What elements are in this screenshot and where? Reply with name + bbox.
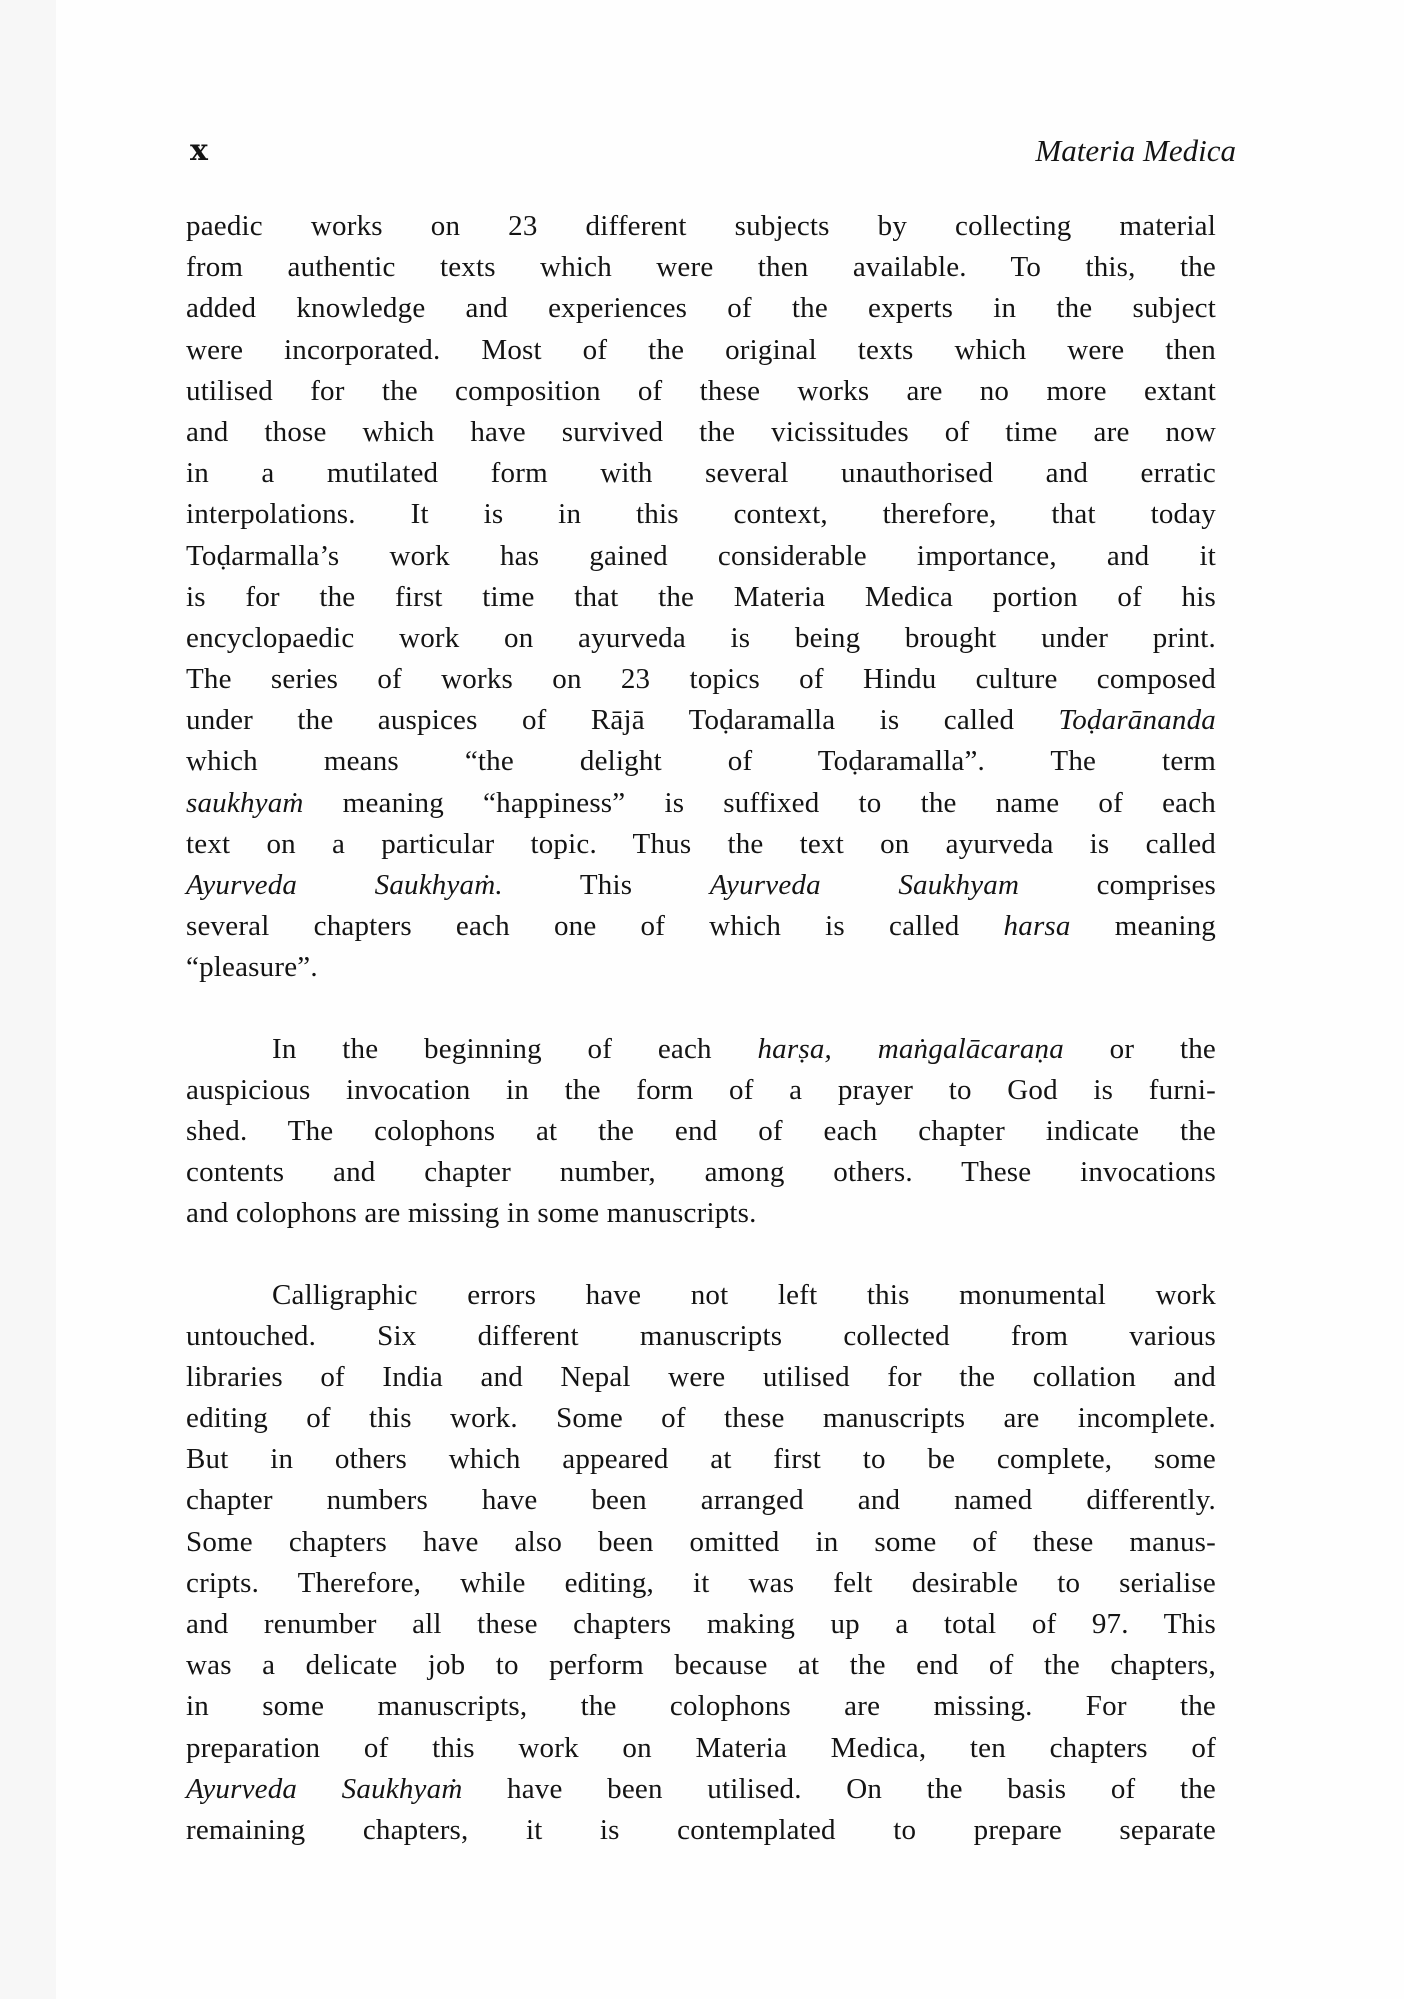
italic-term: harsa (1003, 910, 1071, 943)
text-run: utilised for the composition of these works are no more extant (186, 374, 1216, 407)
italic-term: Toḍarānanda (1058, 704, 1216, 737)
text-run: was a delicate job to perform because at the end of the chapters, (186, 1649, 1216, 1682)
text-run: Some chapters have also been omitted in some of these manus- (186, 1525, 1216, 1558)
text-line (186, 1563, 1216, 1604)
text-run: several chapters each one of which is called (186, 910, 1004, 943)
text-line (186, 1193, 1216, 1234)
text-line (186, 412, 1216, 453)
running-header (190, 133, 1236, 173)
text-line (186, 1522, 1216, 1563)
text-run: under the auspices of Rājā Toḍaramalla is called (186, 704, 1059, 737)
text-run: or the (1063, 1032, 1216, 1065)
text-run: from authentic texts which were then available. To this, the (186, 251, 1216, 284)
text-run: encyclopaedic work on ayurveda is being brought under print. (186, 621, 1216, 654)
text-line (186, 1728, 1216, 1769)
text-run: cripts. Therefore, while editing, it was felt desirable to serialise (186, 1566, 1216, 1599)
text-line (186, 453, 1216, 494)
text-line (186, 1398, 1216, 1439)
text-run: paedic works on 23 different subjects by collecting material (186, 210, 1216, 242)
text-line (186, 1769, 1216, 1810)
paragraph (186, 1275, 1216, 1852)
text-line (186, 824, 1216, 865)
text-line (186, 1439, 1216, 1480)
text-run: in some manuscripts, the colophons are missing. For the (186, 1690, 1216, 1723)
text-line (186, 1275, 1216, 1316)
text-run: text on a particular topic. Thus the text on ayurveda is called (186, 827, 1216, 860)
text-line (186, 1645, 1216, 1686)
text-run: “pleasure”. (186, 951, 318, 984)
text-line (186, 1480, 1216, 1521)
text-line (186, 1357, 1216, 1398)
text-run: contents and chapter number, among others. These invocations (186, 1156, 1216, 1189)
italic-term: Ayurveda Saukhyaṁ. (186, 869, 503, 901)
text-line (186, 206, 1216, 247)
text-line (186, 1316, 1216, 1357)
text-run: comprises (1019, 869, 1216, 901)
text-line (186, 1111, 1216, 1152)
text-run: Calligraphic errors have not left this monumental work (272, 1278, 1216, 1311)
text-line (186, 1686, 1216, 1727)
text-run: and colophons are missing in some manuscripts. (186, 1197, 757, 1230)
text-line (186, 247, 1216, 288)
scan-margin (0, 0, 56, 1999)
text-line (186, 330, 1216, 371)
text-run: which means “the delight of Toḍaramalla”. The term (186, 745, 1216, 778)
text-run: But in others which appeared at first to be complete, some (186, 1443, 1216, 1476)
text-line (186, 577, 1216, 618)
text-run: and those which have survived the vicissitudes of time are now (186, 415, 1216, 448)
text-run: in a mutilated form with several unauthorised and erratic (186, 457, 1216, 490)
text-run: untouched. Six different manuscripts collected from various (186, 1319, 1216, 1352)
text-run: interpolations. It is in this context, therefore, that today (186, 498, 1216, 531)
text-run: remaining chapters, it is contemplated to prepare separate (186, 1813, 1216, 1846)
body-text (186, 206, 1216, 1851)
italic-term: Ayurveda Saukhyaṁ (186, 1772, 463, 1805)
text-line (186, 288, 1216, 329)
paragraph-spacing (186, 989, 1216, 1029)
text-run: is for the first time that the Materia Medica portion of his (186, 580, 1216, 613)
text-line (186, 783, 1216, 824)
text-run: have been utilised. On the basis of the (462, 1772, 1216, 1805)
text-line (186, 865, 1216, 906)
text-line (186, 618, 1216, 659)
paragraph (186, 1029, 1216, 1235)
text-run: The series of works on 23 topics of Hindu culture composed (186, 663, 1216, 696)
text-run: shed. The colophons at the end of each chapter indicate the (186, 1114, 1216, 1147)
text-run: added knowledge and experiences of the experts in the subject (186, 292, 1216, 325)
text-line (186, 947, 1216, 988)
text-line (186, 1152, 1216, 1193)
text-run: were incorporated. Most of the original texts which were then (186, 333, 1216, 366)
text-run: meaning (1070, 910, 1216, 943)
text-run: meaning “happiness” is suffixed to the name of each (303, 786, 1216, 819)
text-line (186, 1070, 1216, 1111)
text-line (186, 906, 1216, 947)
italic-term: saukhyaṁ (186, 786, 304, 819)
text-line (186, 536, 1216, 577)
text-run: preparation of this work on Materia Medica, ten chapters of (186, 1731, 1216, 1764)
text-run: Toḍarmalla’s work has gained considerable importance, and it (186, 539, 1216, 572)
text-line (186, 1604, 1216, 1645)
page-number: x (190, 133, 208, 168)
paragraph (186, 206, 1216, 989)
text-line (186, 741, 1216, 782)
text-line (186, 659, 1216, 700)
text-run: editing of this work. Some of these manuscripts are incomplete. (186, 1402, 1216, 1435)
text-run: This (502, 869, 710, 901)
text-line (186, 700, 1216, 741)
text-run: chapter numbers have been arranged and named differently. (186, 1484, 1216, 1517)
text-run: auspicious invocation in the form of a prayer to God is furni- (186, 1073, 1216, 1106)
text-run: libraries of India and Nepal were utilised for the collation and (186, 1360, 1216, 1393)
italic-term: harṣa, maṅgalācaraṇa (757, 1032, 1064, 1065)
text-line (186, 1810, 1216, 1851)
text-line (186, 1029, 1216, 1070)
text-run: In the beginning of each (272, 1032, 758, 1065)
text-line (186, 494, 1216, 535)
text-line (186, 371, 1216, 412)
text-run: and renumber all these chapters making up a total of 97. This (186, 1608, 1216, 1640)
italic-term: Ayurveda Saukhyam (709, 869, 1020, 901)
running-title: Materia Medica (1035, 133, 1236, 168)
paragraph-spacing (186, 1235, 1216, 1275)
